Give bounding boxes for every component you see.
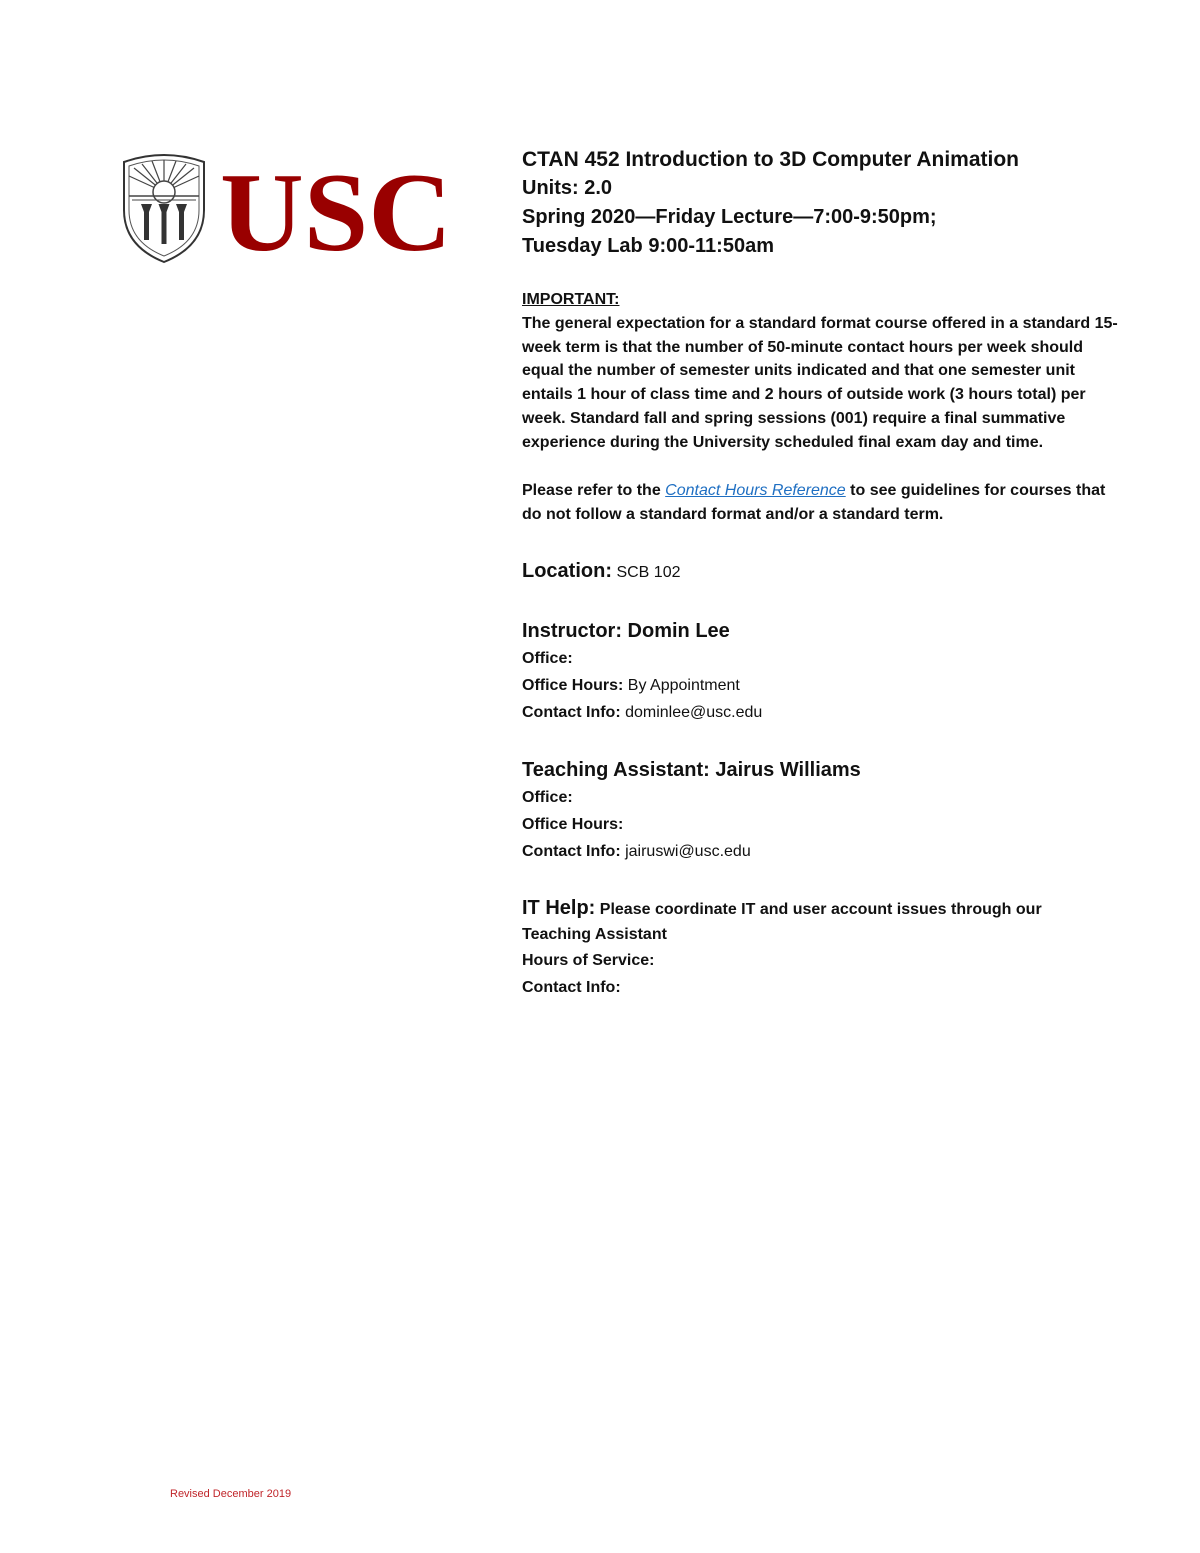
revision-note: Revised December 2019	[170, 1488, 292, 1500]
usc-logo	[120, 150, 455, 265]
location-section	[522, 557, 1122, 587]
course-schedule-lecture: Spring 2020—Friday Lecture—7:00-9:50pm;	[522, 206, 937, 228]
ta-office-hours: Office Hours:	[522, 815, 624, 833]
location-value: SCB 102	[612, 563, 681, 581]
important-text: The general expectation for a standard format course offered in a standard 15-week term is that the number of 50-minute contact hours per week should equal the number of semester units indicated and that one semester unit entails 1 hour of class time and 2 hours of outside work (3 hours total) per week. Standard fall and spring sessions (001) require a final summative experience during the University scheduled final exam day and time.	[522, 314, 1118, 451]
important-notice	[522, 288, 1122, 455]
it-contact: Contact Info:	[522, 978, 621, 996]
it-hours-of-service: Hours of Service:	[522, 951, 655, 969]
course-schedule-lab: Tuesday Lab 9:00-11:50am	[522, 235, 774, 257]
ta-contact	[522, 838, 1122, 865]
it-help-label: IT Help:	[522, 896, 596, 919]
ta-label: Teaching Assistant: Jairus Williams	[522, 758, 861, 781]
instructor-contact-label: Contact Info:	[522, 703, 626, 721]
ta-office: Office:	[522, 788, 573, 806]
it-help-section	[522, 895, 1122, 1001]
instructor-hours-value: By Appointment	[627, 676, 740, 694]
contact-hours-note	[522, 479, 1122, 527]
it-help-value: Please coordinate IT and user account issues through our	[595, 900, 1042, 918]
important-label: IMPORTANT:	[522, 291, 620, 308]
ta-email: jairuswi@usc.edu	[625, 842, 751, 860]
course-info	[522, 145, 1122, 1001]
ta-contact-label: Contact Info:	[522, 842, 626, 860]
usc-wordmark: USC	[220, 151, 452, 265]
instructor-office: Office:	[522, 649, 573, 667]
instructor-email: dominlee@usc.edu	[625, 703, 763, 721]
course-title: CTAN 452 Introduction to 3D Computer Animation	[522, 148, 1019, 171]
refer-text-before: Please refer to the	[522, 481, 666, 499]
instructor-section	[522, 617, 1122, 726]
refer-text-after: to see guidelines for courses that do not follow a standard format and/or a standard term.	[522, 481, 1106, 523]
contact-hours-reference-link[interactable]: Contact Hours Reference	[665, 481, 846, 499]
instructor-contact	[522, 699, 1122, 726]
instructor-hours-label: Office Hours:	[522, 676, 628, 694]
course-units: Units: 2.0	[522, 177, 613, 199]
instructor-office-hours	[522, 672, 1122, 699]
location-label: Location:	[522, 559, 612, 582]
it-help-value-cont: Teaching Assistant	[522, 925, 667, 943]
usc-shield-icon	[124, 155, 204, 262]
ta-section	[522, 756, 1122, 865]
instructor-label: Instructor: Domin Lee	[522, 619, 730, 642]
